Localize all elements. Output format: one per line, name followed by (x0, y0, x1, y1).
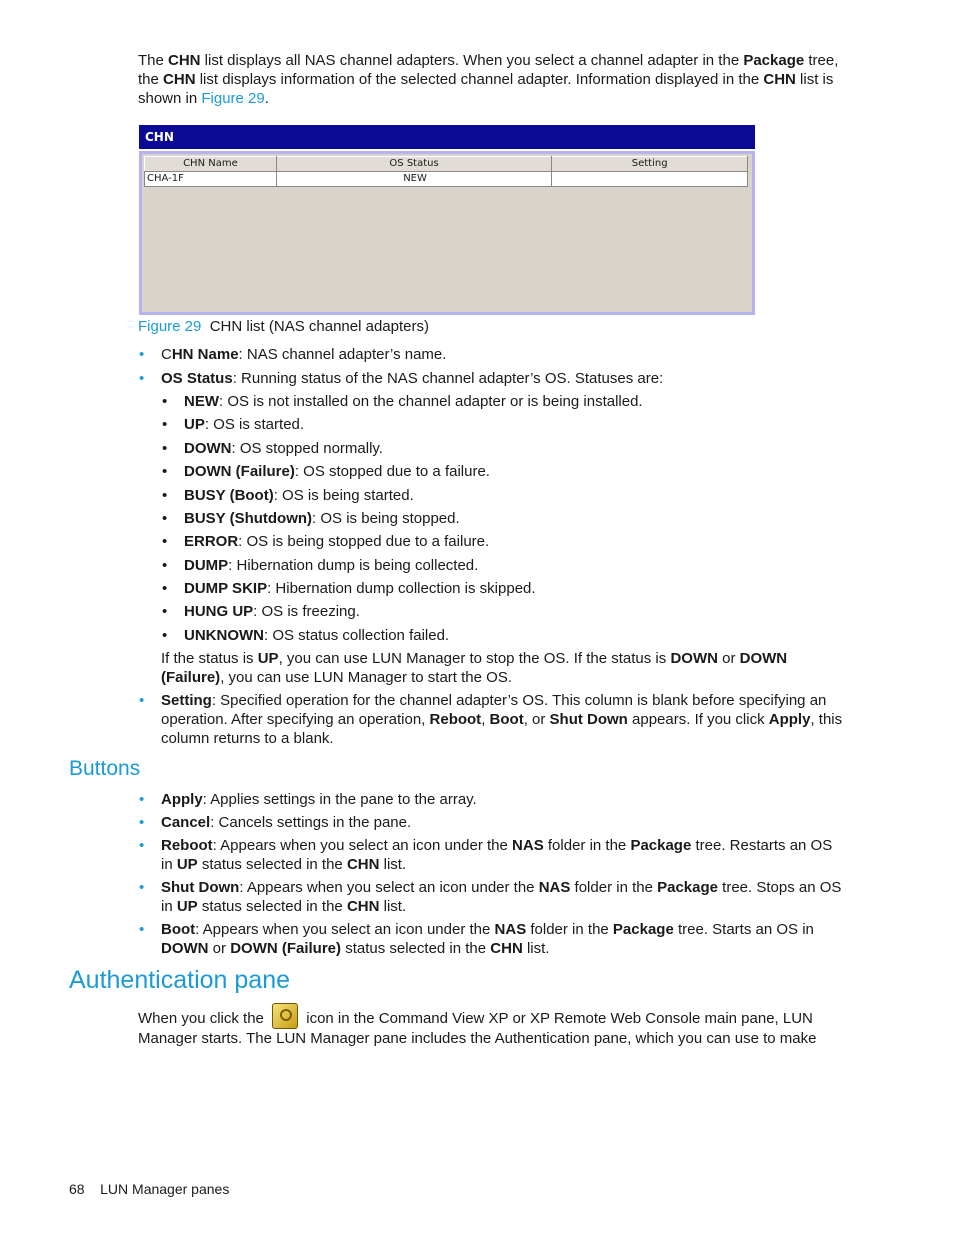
status-item: • DOWN: OS stopped normally. (184, 439, 844, 458)
chn-panel-title: CHN (139, 125, 755, 149)
section-heading-buttons: Buttons (69, 757, 141, 780)
chn-list-panel (139, 125, 755, 315)
section-heading-authentication: Authentication pane (69, 966, 291, 994)
list-item: • CHN Name: NAS channel adapter’s name. (161, 345, 851, 364)
figure-caption: Figure 29 CHN list (NAS channel adapters) (138, 318, 429, 335)
page-footer (69, 1180, 229, 1199)
list-item: • Setting: Specified operation for the channel adapter’s OS. This column is blank before specifying an operation. After specifying an operation, Reboot, Boot, or Shut Down appears. If you click Apply, this column returns to a blank. (161, 691, 847, 748)
status-item: • UP: OS is started. (184, 415, 844, 434)
status-item: • NEW: OS is not installed on the channel adapter or is being installed. (184, 392, 844, 411)
status-item: • DUMP: Hibernation dump is being collected. (184, 556, 844, 575)
status-item: • ERROR: OS is being stopped due to a failure. (184, 532, 844, 551)
lun-manager-key-icon (272, 1003, 298, 1029)
footer-section: LUN Manager panes (100, 1181, 230, 1197)
list-item: • Reboot: Appears when you select an icon under the NAS folder in the Package tree. Restarts an OS in UP status selected in the CHN list. (161, 836, 847, 874)
column-header-setting[interactable]: Setting (552, 157, 748, 172)
status-item: • DUMP SKIP: Hibernation dump collection is skipped. (184, 579, 844, 598)
status-item: • UNKNOWN: OS status collection failed. (184, 626, 844, 645)
list-item: • Cancel: Cancels settings in the pane. (161, 813, 851, 832)
auth-paragraph: When you click the icon in the Command View XP or XP Remote Web Console main pane, LUN Manager starts. The LUN Manager pane includes the Authentication pane, which you can use to make (138, 1003, 844, 1048)
figure-link[interactable]: Figure 29 (201, 90, 265, 107)
list-item: • OS Status: Running status of the NAS channel adapter’s OS. Statuses are: (161, 369, 851, 388)
chn-list-frame (139, 151, 755, 315)
table-row[interactable] (145, 172, 748, 187)
chn-table (144, 156, 748, 187)
cell-os-status: NEW (276, 172, 552, 187)
page-number: 68 (69, 1181, 85, 1197)
list-item: • Boot: Appears when you select an icon under the NAS folder in the Package tree. Starts an OS in DOWN or DOWN (Failure) status selected in the CHN list. (161, 920, 847, 958)
status-note: If the status is UP, you can use LUN Manager to stop the OS. If the status is DOWN or DOWN (Failure), you can use LUN Manager to start the OS. (161, 650, 788, 686)
column-header-chn-name[interactable]: CHN Name (145, 157, 277, 172)
status-item: • HUNG UP: OS is freezing. (184, 602, 844, 621)
intro-paragraph: The CHN list displays all NAS channel adapters. When you select a channel adapter in the Package tree, the CHN list displays information of the selected channel adapter. Information displayed in the CHN list is shown in Figure 29. (138, 52, 839, 107)
list-item: • Shut Down: Appears when you select an icon under the NAS folder in the Package tree. Stops an OS in UP status selected in the CHN list. (161, 878, 847, 916)
list-item: • Apply: Applies settings in the pane to the array. (161, 790, 851, 809)
status-item: • BUSY (Boot): OS is being started. (184, 486, 844, 505)
status-item: • BUSY (Shutdown): OS is being stopped. (184, 509, 844, 528)
cell-setting (552, 172, 748, 187)
cell-chn-name: CHA-1F (145, 172, 277, 187)
column-header-os-status[interactable]: OS Status (276, 157, 552, 172)
status-item: • DOWN (Failure): OS stopped due to a failure. (184, 462, 844, 481)
